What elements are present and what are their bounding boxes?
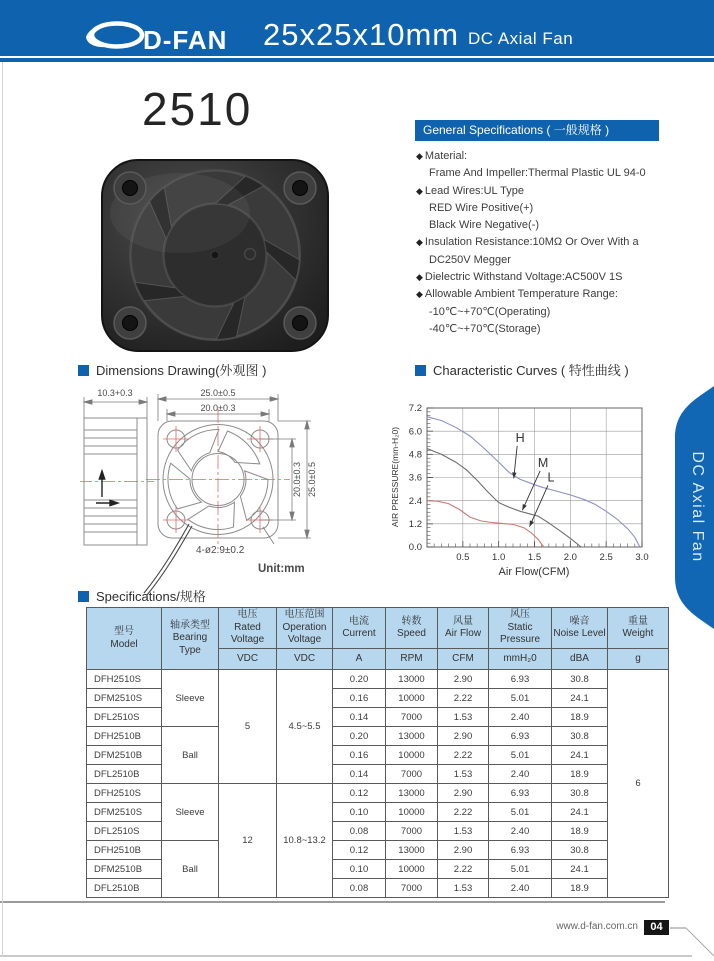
- svg-text:0.5: 0.5: [456, 552, 470, 563]
- table-row: [87, 784, 669, 803]
- spec-line: Black Wire Negative(-): [429, 219, 540, 232]
- table-cell: 1.53: [438, 879, 489, 898]
- table-cell: Ball: [162, 841, 219, 898]
- table-cell: DFH2510B: [87, 727, 162, 746]
- table-header-cell: 型号 Model: [87, 608, 162, 670]
- dim-inner-width-label: 20.0±0.3: [200, 403, 236, 413]
- svg-text:1.0: 1.0: [492, 552, 506, 563]
- table-cell: 2.40: [489, 822, 552, 841]
- table-cell: 12: [219, 784, 277, 898]
- side-tab-label: DC Axial Fan: [689, 451, 706, 563]
- table-header-cell: 电流 Current: [333, 608, 386, 649]
- table-cell: 13000: [386, 841, 438, 860]
- table-cell: 2.22: [438, 803, 489, 822]
- table-cell: 24.1: [552, 860, 608, 879]
- table-cell: 7000: [386, 879, 438, 898]
- table-cell: 13000: [386, 670, 438, 689]
- table-cell: 30.8: [552, 727, 608, 746]
- svg-text:2.4: 2.4: [408, 495, 422, 507]
- svg-text:3.6: 3.6: [408, 472, 422, 484]
- specifications-table: [86, 607, 669, 898]
- dim-outer-height-label: 25.0±0.5: [307, 462, 317, 497]
- table-cell: 7000: [386, 708, 438, 727]
- specifications-section-title: Specifications/规格: [78, 586, 206, 605]
- spec-line: ◆ Material:: [416, 150, 468, 162]
- brand-logo-icon: [84, 21, 146, 49]
- table-cell: DFH2510S: [87, 670, 162, 689]
- table-cell: 4.5~5.5: [277, 670, 333, 784]
- svg-text:1.2: 1.2: [408, 519, 422, 531]
- table-cell: 0.14: [333, 765, 386, 784]
- table-cell: 0.20: [333, 670, 386, 689]
- dimensions-drawing: [80, 385, 400, 600]
- table-cell: DFM2510S: [87, 689, 162, 708]
- table-row: [87, 670, 669, 689]
- table-cell: DFH2510S: [87, 784, 162, 803]
- svg-text:2.0: 2.0: [563, 552, 577, 563]
- table-header-cell: 转数 Speed: [386, 608, 438, 649]
- table-cell: 1.53: [438, 708, 489, 727]
- table-cell: 2.22: [438, 746, 489, 765]
- table-header-cell: 风压 Static Pressure: [489, 608, 552, 649]
- table-unit-cell: VDC: [277, 649, 333, 670]
- table-cell: 5.01: [489, 746, 552, 765]
- table-header-cell: 电压 Rated Voltage: [219, 608, 277, 649]
- section-square-icon: [78, 365, 89, 376]
- spec-line: ◆ Insulation Resistance:10MΩ Or Over With a: [416, 236, 639, 249]
- svg-text:6.0: 6.0: [408, 426, 422, 438]
- svg-text:0.0: 0.0: [408, 542, 422, 554]
- table-cell: 0.08: [333, 822, 386, 841]
- table-unit-cell: CFM: [438, 649, 489, 670]
- section-square-icon: [415, 365, 426, 376]
- svg-text:3.0: 3.0: [635, 552, 649, 563]
- table-cell: 5.01: [489, 689, 552, 708]
- table-cell: 6: [608, 670, 669, 898]
- table-cell: 6.93: [489, 784, 552, 803]
- table-unit-cell: mmH₂0: [489, 649, 552, 670]
- svg-text:7.2: 7.2: [408, 403, 422, 415]
- header-divider: [0, 56, 714, 58]
- table-cell: 10000: [386, 689, 438, 708]
- general-specs-title: General Specifications ( 一般规格 ): [415, 120, 659, 141]
- table-cell: DFM2510B: [87, 860, 162, 879]
- page-number-badge: 04: [644, 920, 669, 935]
- svg-text:1.5: 1.5: [527, 552, 542, 563]
- table-row: [87, 841, 669, 860]
- table-cell: 2.40: [489, 879, 552, 898]
- spec-line: -10℃~+70℃(Operating): [429, 305, 551, 318]
- chart-y-axis-label: AIR PRESSURE(mm-H₂0): [390, 426, 400, 528]
- table-cell: 0.10: [333, 803, 386, 822]
- table-cell: 18.9: [552, 765, 608, 784]
- table-cell: 2.22: [438, 689, 489, 708]
- table-cell: 30.8: [552, 784, 608, 803]
- table-cell: Ball: [162, 727, 219, 784]
- table-cell: 6.93: [489, 670, 552, 689]
- table-cell: 1.53: [438, 822, 489, 841]
- section-square-icon: [78, 591, 89, 602]
- svg-text:L: L: [547, 470, 555, 485]
- side-tab: [668, 386, 714, 629]
- table-header-cell: 风量 Air Flow: [438, 608, 489, 649]
- table-cell: 2.40: [489, 708, 552, 727]
- table-header-cell: 重量 Weight: [608, 608, 669, 649]
- spec-line: Frame And Impeller:Thermal Plastic UL 94-0: [429, 167, 646, 180]
- table-cell: 18.9: [552, 708, 608, 727]
- svg-text:M: M: [537, 455, 549, 470]
- table-cell: 2.90: [438, 727, 489, 746]
- page-left-border: [2, 62, 3, 957]
- dim-inner-height-label: 20.0±0.3: [292, 462, 302, 497]
- svg-text:H: H: [515, 430, 525, 445]
- product-size-title: 25x25x10mm: [263, 17, 460, 52]
- table-header-cell: 电压范围 Operation Voltage: [277, 608, 333, 649]
- table-unit-cell: VDC: [219, 649, 277, 670]
- table-cell: 2.90: [438, 841, 489, 860]
- table-unit-cell: RPM: [386, 649, 438, 670]
- footer-lines: [0, 895, 714, 961]
- brand-name: D-FAN: [143, 25, 228, 55]
- product-type-subtitle: DC Axial Fan: [468, 29, 574, 48]
- table-cell: 0.16: [333, 746, 386, 765]
- table-cell: Sleeve: [162, 784, 219, 841]
- table-cell: 6.93: [489, 727, 552, 746]
- table-cell: 13000: [386, 784, 438, 803]
- spec-line: DC250V Megger: [429, 253, 511, 266]
- svg-text:4.8: 4.8: [408, 449, 422, 461]
- table-cell: 0.10: [333, 860, 386, 879]
- table-cell: DFL2510B: [87, 765, 162, 784]
- table-cell: 5.01: [489, 860, 552, 879]
- fan-photo-image: [100, 158, 330, 353]
- table-cell: 0.12: [333, 784, 386, 803]
- table-cell: 10000: [386, 746, 438, 765]
- topbar: [0, 0, 714, 62]
- spec-line: -40℃~+70℃(Storage): [429, 322, 541, 335]
- table-cell: 2.40: [489, 765, 552, 784]
- table-cell: 24.1: [552, 746, 608, 765]
- table-cell: DFM2510B: [87, 746, 162, 765]
- table-cell: 0.20: [333, 727, 386, 746]
- table-cell: DFL2510S: [87, 708, 162, 727]
- table-header-cell: 轴承类型 Bearing Type: [162, 608, 219, 670]
- table-cell: 2.90: [438, 784, 489, 803]
- table-cell: Sleeve: [162, 670, 219, 727]
- table-cell: DFL2510S: [87, 822, 162, 841]
- spec-line: ◆ Allowable Ambient Temperature Range:: [416, 288, 618, 301]
- table-unit-cell: g: [608, 649, 669, 670]
- footer-url: www.d-fan.com.cn: [556, 921, 638, 932]
- holes-dim-label: 4-ø2.9±0.2: [196, 545, 245, 556]
- spec-line: ◆ Lead Wires:UL Type: [416, 184, 524, 197]
- model-number-title: 2510: [142, 83, 253, 135]
- dim-side-label: 10.3+0.3: [97, 388, 133, 398]
- spec-line: ◆ Dielectric Withstand Voltage:AC500V 1S: [416, 271, 623, 284]
- table-cell: 7000: [386, 822, 438, 841]
- table-cell: 30.8: [552, 670, 608, 689]
- table-cell: 13000: [386, 727, 438, 746]
- table-cell: 24.1: [552, 803, 608, 822]
- table-cell: 5.01: [489, 803, 552, 822]
- table-cell: 30.8: [552, 841, 608, 860]
- table-header-cell: 噪音 Noise Level: [552, 608, 608, 649]
- curves-chart: [388, 395, 668, 587]
- table-cell: 1.53: [438, 765, 489, 784]
- general-specs-list: [416, 148, 708, 338]
- table-cell: 10.8~13.2: [277, 784, 333, 898]
- table-cell: 24.1: [552, 689, 608, 708]
- table-cell: 0.14: [333, 708, 386, 727]
- table-cell: DFM2510S: [87, 803, 162, 822]
- table-cell: 10000: [386, 803, 438, 822]
- table-cell: 7000: [386, 765, 438, 784]
- dimensions-section-title: Dimensions Drawing(外观图 ): [78, 360, 266, 379]
- curves-section-title: Characteristic Curves ( 特性曲线 ): [415, 360, 629, 379]
- table-cell: 18.9: [552, 822, 608, 841]
- table-cell: 18.9: [552, 879, 608, 898]
- table-unit-cell: dBA: [552, 649, 608, 670]
- table-cell: DFH2510B: [87, 841, 162, 860]
- unit-label: Unit:mm: [258, 563, 305, 575]
- table-cell: 0.08: [333, 879, 386, 898]
- table-cell: DFL2510B: [87, 879, 162, 898]
- chart-curves: [427, 417, 640, 547]
- chart-x-axis-label: Air Flow(CFM): [498, 566, 570, 578]
- table-cell: 2.22: [438, 860, 489, 879]
- table-cell: 2.90: [438, 670, 489, 689]
- table-unit-cell: A: [333, 649, 386, 670]
- table-cell: 5: [219, 670, 277, 784]
- table-cell: 10000: [386, 860, 438, 879]
- table-cell: 0.16: [333, 689, 386, 708]
- spec-line: RED Wire Positive(+): [429, 201, 534, 214]
- table-row: [87, 727, 669, 746]
- svg-text:2.5: 2.5: [599, 552, 613, 563]
- table-cell: 0.12: [333, 841, 386, 860]
- dim-outer-width-label: 25.0±0.5: [200, 388, 236, 398]
- table-cell: 6.93: [489, 841, 552, 860]
